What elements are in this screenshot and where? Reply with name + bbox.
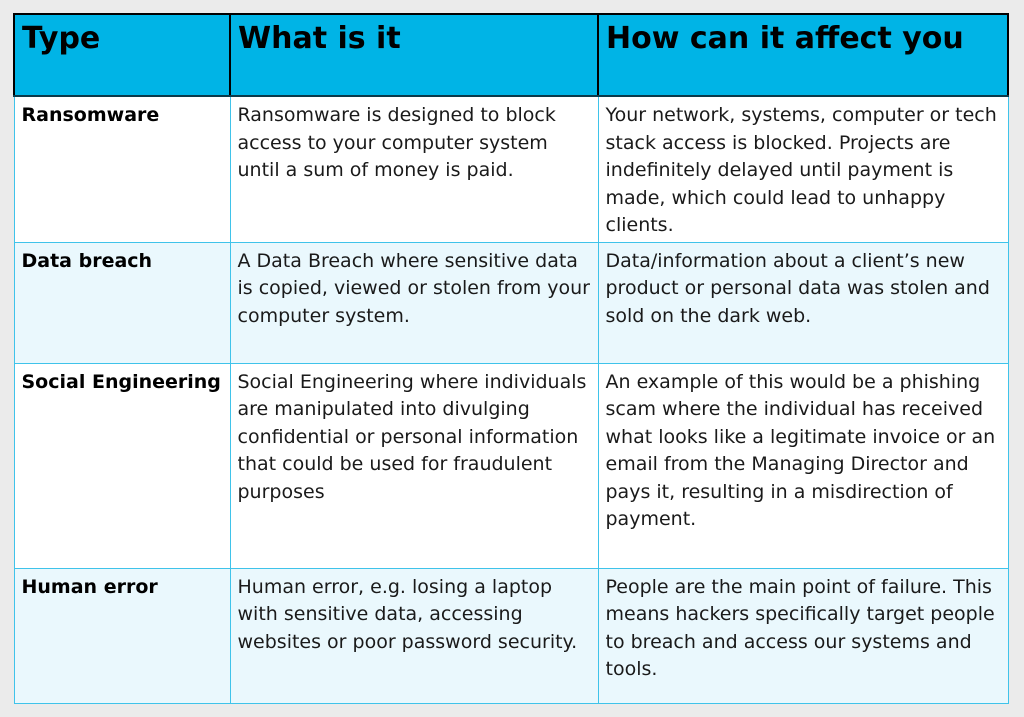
what-is-it-cell: Social Engineering where individuals are manipulated into divulging confidential or personal information that could be used for fraudulent purposes [230,363,598,568]
table-row-social-engineering [14,363,1008,568]
type-cell: Ransomware [14,96,230,242]
how-it-affects-cell: An example of this would be a phishing scam where the individual has received what looks like a legitimate invoice or an email from the Managing Director and pays it, resulting in a misdirection of payment. [598,363,1008,568]
table-row-ransomware [14,96,1008,242]
type-cell: Human error [14,568,230,703]
header-what-is-it: What is it [230,14,598,96]
header-how-can-it-affect-you: How can it affect you [598,14,1008,96]
header-type: Type [14,14,230,96]
type-cell: Data breach [14,242,230,363]
table-row-data-breach [14,242,1008,363]
type-cell: Social Engineering [14,363,230,568]
what-is-it-cell: A Data Breach where sensitive data is copied, viewed or stolen from your computer system. [230,242,598,363]
table-header-row [14,14,1008,96]
how-it-affects-cell: Data/information about a client’s new product or personal data was stolen and sold on the dark web. [598,242,1008,363]
how-it-affects-cell: Your network, systems, computer or tech stack access is blocked. Projects are indefinitely delayed until payment is made, which could lead to unhappy clients. [598,96,1008,242]
threat-types-table [13,13,1009,704]
what-is-it-cell: Ransomware is designed to block access to your computer system until a sum of money is paid. [230,96,598,242]
how-it-affects-cell: People are the main point of failure. This means hackers specifically target people to breach and access our systems and tools. [598,568,1008,703]
threat-types-table-container [13,13,1007,704]
table-row-human-error [14,568,1008,703]
what-is-it-cell: Human error, e.g. losing a laptop with sensitive data, accessing websites or poor password security. [230,568,598,703]
